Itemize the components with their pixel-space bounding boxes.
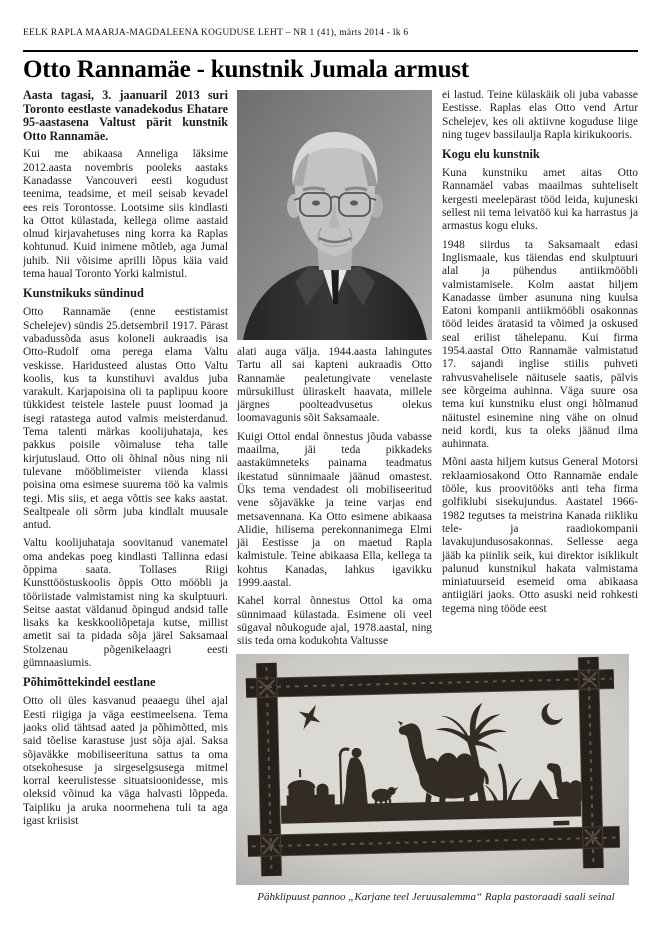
subheading-kunstnikuks-sundinud: Kunstnikuks sündinud [23,286,144,301]
artwork-caption: Pähklipuust pannoo „Karjane teel Jeruusalemma“ Rapla pastoraadi saali seinal [236,891,636,903]
portrait-illustration [237,90,432,340]
subheading-pohimottekindel-eestlane: Põhimõttekindel eestlane [23,675,156,690]
masthead-rule [23,50,638,52]
lead-paragraph: Aasta tagasi, 3. jaanuaril 2013 suri Toronto eestlaste vanadekodus Ehatare 95-aastasena Valtust pärit kunstnik Otto Rannamäe. [23,89,228,143]
paragraph: Valtu koolijuhataja soovitanud vanematel oma andekas poeg kindlasti Tallinna edasi õppima saata. Tollases Riigi Kunsttööstuskoolis õppis Otto mööbli ja tööriistade valmistamist ning ka skulptuuri. Seitse aastat väldanud õpingud andsid talle lisaks ka keskkooliõpetaja kutse, millist ametit sai ta pidada sõja järel Saksamaal Stolzenau põgenikelaagri eesti gümnaasiumis. [23,537,228,670]
masthead: EELK RAPLA MAARJA-MAGDALEENA KOGUDUSE LEHT – NR 1 (41), märts 2014 - lk 6 [23,28,409,38]
paragraph: Otto oli üles kasvanud peaaegu ühel ajal Eesti riigiga ja väga eestimeelsena. Tema jaoks olid tähtsad aated ja põhimõtted, mis said tõelise karastuse just sõja ajal. Saksa sõjaväkke mobiliseerituna sattus ta oma otsekohesuse ja sirgeselgsusega mitmel korral keerulistesse situatsioonidesse, mis oleksid võinud ka väga halvasti lõppeda. Taipliku ja aruka noormehena tuli ta aga igast kriisist [23,695,228,828]
paragraph: alati auga välja. 1944.aasta lahingutes Tartu all sai kapteni aukraadis Otto Rannamäe pealetungivate venelaste mürsukillust üliraskelt haavata, millele järgnes poolteadvusetus olekus loomavagunis sõit Saksamaale. [237,346,432,425]
subheading-kogu-elu-kunstnik: Kogu elu kunstnik [442,147,540,162]
article-title: Otto Rannamäe - kunstnik Jumala armust [23,56,469,83]
panel-illustration [236,654,629,885]
paragraph: Kuigi Ottol endal õnnestus jõuda vabasse maailma, jäi teda pikkadeks aastakümneteks painama teadmatus ikestatud sünnimaale jäänud omastest. Üks tema vendadest oli mobiliseeritud vene sõjaväkke ja teine varjas end metsavennana. Ka Otto esimene abikaasa Alidie, hilisema perekonnanimega Elmi jäi Eestisse ja on maetud Rapla kalmistule. Teine abikaasa Ella, kellega ta kohtus Kanadas, lahkus igavikku 1999.aastal. [237,430,432,590]
paragraph: Kui me abikaasa Anneliga läksime 2012.aasta novembris pooleks aastaks Kanadasse Vancouveri eesti kogudust teenima, teadsime, et meil seisab kevadel ees reis Torontosse. Lootsime siis kindlasti ka Ottot külastada, kellega olime aastaid olnud kirjavahetuses ning korra ka Raplas kohtunud. Kuid inimene mõtleb, aga Jumal juhib. Nii võisime aprilli lõpus käia vaid tema haual Toronto Yorki kalmistul. [23,148,228,281]
portrait-photo [237,90,432,340]
paragraph: 1948 siirdus ta Saksamaalt edasi Inglismaale, kus täiendas end skulptuuri alal ja pühendus antiikmööbli valmistamisele. Kolm aastat hiljem Kanadasse ümber asununa ning kuulsa Eatoni kompanii antiikmööbli osakonnas tööd leides äratasid ta võimed ja oskused seal erilist tähelepanu. Kui firma 1954.aastal Otto Rannamäe valmistatud 17. sajandi inglise stiilis puhveti rahvusvahelisele näitusele saatis, pälvis see kõrgeima auhinna. Väga suure osa tema kui kunstniku elust ongi hõlmanud näitustel esinemine ning vähe on olnud neid kordi, kus ta oleks jäänud ilma auhinnata. [442,238,638,451]
paragraph: Otto Rannamäe (enne eestistamist Schelejev) sündis 25.detsembril 1917. Pärast vabadussõda asus koloneli aukraadis isa Otto-Rudolf oma perega elama Valtu veskisse. Haridusteed alustas Otto Valtu koolis, kus ta kunstihuvi avaldus juba varakult. Karjapoisina oli ta paplipuu koore tükkidest teistele lastele puust loomad ja isegi ratastega autod valmis meisterdanud. Tema talenti märkas koolijuhataja, kes pakkus poisile võimaluse teha talle kirjutuslaud. Otto oli õhinal nõus ning nii tulevane mööblimeister viienda klassi poisina oma esimese suurema töö ka valmis tegi. Mis siis, et aega võttis see kaks aastat. Sealtpeale oli sõrm juba kindlalt muusale antud. [23,306,228,532]
paragraph: Mõni aasta hiljem kutsus General Motorsi reklaamiosakond Otto Rannamäe endale tööle, kus proovitööks anti teha firma golfiklubi sisekujundus. Aastatel 1966-1982 tegutses ta meistrina Kanada riikliku tele- ja raadiokompanii lavakujundusosakonnas. Sellesse aega jääb ka piinlik seik, kui direktor isiklikult palunud kunstnikul hakata valmistama miniatuurseid esemeid oma abikaasa antiigiäri jaoks. Otto asuski neid rohkesti tegema ning tööde eest [442,456,638,615]
column-left [23,89,228,935]
panel-photo [236,654,629,885]
paragraph: ei lastud. Teine külaskäik oli juba vabasse Eestisse. Raplas elas Otto vend Artur Schelejev, kes oli aktiivne koguduse liige ning tugev bassilaulja Rapla kirikukooris. [442,89,638,141]
paragraph: Kahel korral õnnestus Ottol ka oma sünnimaad külastada. Esimene oli veel sügaval nõukogude ajal, 1978.aastal, ning siis teda oma kodukohta Valtusse [237,595,432,648]
paragraph: Kuna kunstniku amet aitas Otto Rannamäel vabas maailmas suhteliselt kergesti meelepärast tööd leida, kujuneski sellest nii tema leivatöö kui ka harrastus ja armastus kogu eluks. [442,167,638,233]
